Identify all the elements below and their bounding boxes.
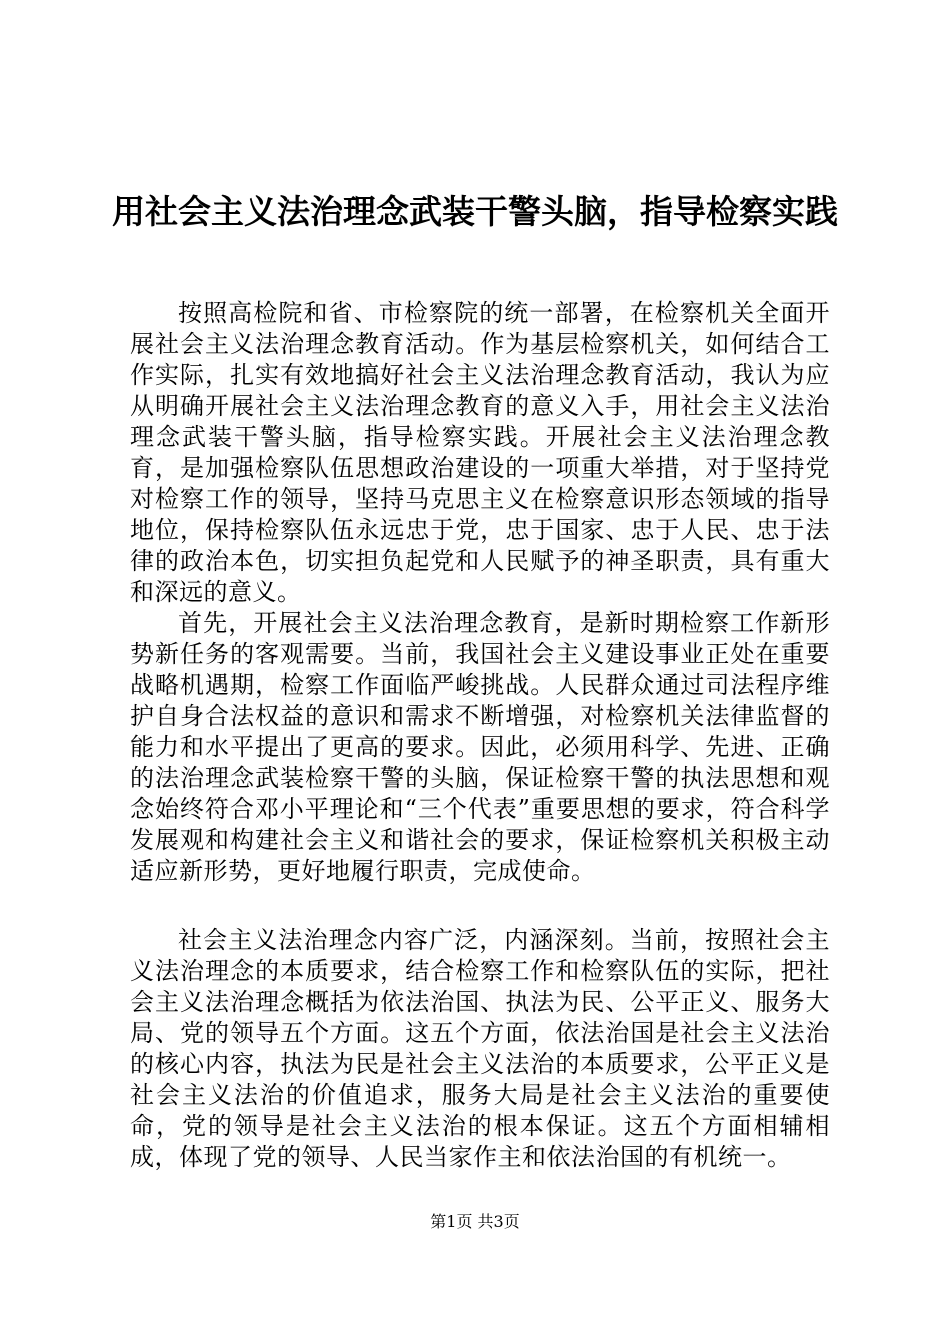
paragraph-1: 按照高检院和省、市检察院的统一部署，在检察机关全面开展社会主义法治理念教育活动。作为基层检察机关，如何结合工作实际，扎实有效地搞好社会主义法治理念教育活动，我认为应从明确开展社会主义法治理念教育的意义入手，用社会主义法治理念武装干警头脑，指导检察实践。开展社会主义法治理念教育，是加强检察队伍思想政治建设的一项重大举措，对于坚持党对检察工作的领导，坚持马克思主义在检察意识形态领域的指导地位，保持检察队伍永远忠于党，忠于国家、忠于人民、忠于法律的政治本色，切实担负起党和人民赋予的神圣职责，具有重大和深远的意义。 <box>130 299 830 606</box>
page-number-footer: 第1页 共3页 <box>430 1212 520 1231</box>
paragraph-3: 社会主义法治理念内容广泛，内涵深刻。当前，按照社会主义法治理念的本质要求，结合检察工作和检察队伍的实际，把社会主义法治理念概括为依法治国、执法为民、公平正义、服务大局、党的领导五个方面。这五个方面，依法治国是社会主义法治的核心内容，执法为民是社会主义法治的本质要求，公平正义是社会主义法治的价值追求，服务大局是社会主义法治的重要使命，党的领导是社会主义法治的根本保证。这五个方面相辅相成，体现了党的领导、人民当家作主和依法治国的有机统一。 <box>130 926 830 1171</box>
document-body <box>130 298 830 1173</box>
document-title: 用社会主义法治理念武装干警头脑，指导检察实践 <box>112 192 838 231</box>
paragraph-2: 首先，开展社会主义法治理念教育，是新时期检察工作新形势新任务的客观需要。当前，我国社会主义建设事业正处在重要战略机遇期，检察工作面临严峻挑战。人民群众通过司法程序维护自身合法权益的意识和需求不断增强，对检察机关法律监督的能力和水平提出了更高的要求。因此，必须用科学、先进、正确的法治理念武装检察干警的头脑，保证检察干警的执法思想和观念始终符合邓小平理论和“三个代表”重要思想的要求，符合科学发展观和构建社会主义和谐社会的要求，保证检察机关积极主动适应新形势，更好地履行职责，完成使命。 <box>130 609 830 885</box>
